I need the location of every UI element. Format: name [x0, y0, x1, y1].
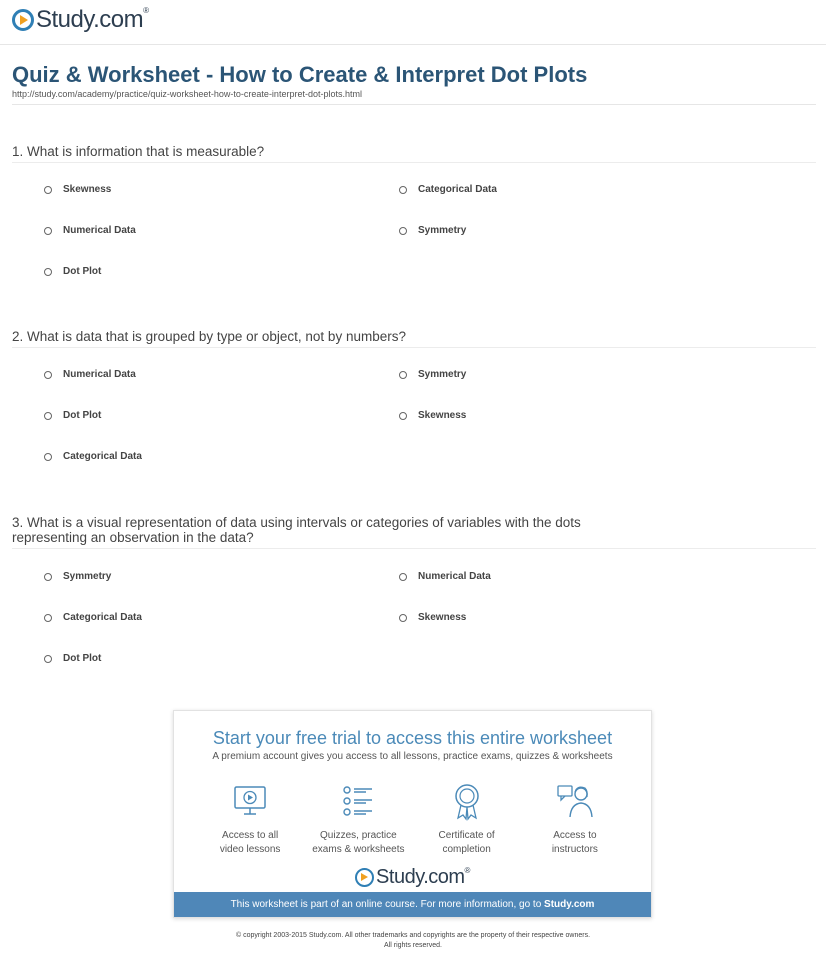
answer-option[interactable]: Numerical Data: [44, 369, 136, 380]
question-2: [12, 329, 816, 498]
answer-option[interactable]: Dot Plot: [44, 266, 101, 277]
play-logo-icon: [355, 868, 374, 887]
answer-options: [12, 163, 816, 313]
instructor-chat-icon: [555, 781, 595, 821]
copyright-text: © copyright 2003-2015 Study.com. All other trademarks and copyrights are the property of their respective owners.: [235, 932, 591, 939]
radio-button[interactable]: [44, 268, 52, 276]
question-1: [12, 144, 816, 313]
radio-button[interactable]: [44, 186, 52, 194]
title-divider: [12, 104, 816, 105]
feature-list: [174, 781, 651, 857]
question-text: 1. What is information that is measurable?: [12, 144, 816, 163]
rights-text: All rights reserved.: [384, 942, 442, 949]
promo-study-logo[interactable]: [174, 866, 651, 889]
radio-button[interactable]: [44, 573, 52, 581]
feature-label: Quizzes, practice exams & worksheets: [312, 830, 405, 855]
promo-subtitle: A premium account gives you access to all lessons, practice exams, quizzes & worksheets: [212, 751, 613, 762]
answer-option[interactable]: Categorical Data: [44, 612, 142, 623]
radio-button[interactable]: [399, 227, 407, 235]
radio-button[interactable]: [399, 186, 407, 194]
quiz-list-icon: [338, 781, 378, 821]
feature-quizzes: [308, 781, 408, 857]
question-3: [12, 515, 816, 699]
study-link[interactable]: Study.com: [544, 899, 595, 910]
answer-options: [12, 348, 816, 498]
answer-option[interactable]: Dot Plot: [44, 653, 101, 664]
feature-label: Access to instructors: [551, 830, 598, 855]
radio-button[interactable]: [44, 227, 52, 235]
play-logo-icon: [12, 9, 34, 31]
radio-button[interactable]: [399, 412, 407, 420]
certificate-ribbon-icon: [447, 781, 487, 821]
page-title: Quiz & Worksheet - How to Create & Interpret Dot Plots: [12, 62, 588, 87]
answer-option[interactable]: Dot Plot: [44, 410, 101, 421]
answer-option[interactable]: Symmetry: [399, 369, 466, 380]
question-text: 3. What is a visual representation of data using intervals or categories of variables with the dots representing an observation in the data?: [12, 515, 816, 549]
answer-option[interactable]: Categorical Data: [44, 451, 142, 462]
radio-button[interactable]: [44, 412, 52, 420]
answer-options: [12, 549, 816, 699]
radio-button[interactable]: [399, 371, 407, 379]
radio-button[interactable]: [44, 371, 52, 379]
answer-option[interactable]: Categorical Data: [399, 184, 497, 195]
brand-name: Study.com®: [376, 866, 470, 888]
feature-label: Access to all video lessons: [219, 830, 281, 855]
promo-title[interactable]: Start your free trial to access this entire worksheet: [212, 728, 613, 748]
answer-option[interactable]: Symmetry: [399, 225, 466, 236]
free-trial-promo: [173, 710, 652, 918]
answer-option[interactable]: Skewness: [399, 410, 466, 421]
brand-name: Study.com®: [36, 6, 149, 33]
feature-certificate: [417, 781, 517, 857]
question-text: 2. What is data that is grouped by type or object, not by numbers?: [12, 329, 816, 348]
radio-button[interactable]: [399, 573, 407, 581]
promo-info-bar: This worksheet is part of an online course. For more information, go to Study.com: [174, 892, 651, 917]
answer-option[interactable]: Skewness: [399, 612, 466, 623]
study-logo[interactable]: [12, 6, 149, 34]
answer-option[interactable]: Symmetry: [44, 571, 111, 582]
radio-button[interactable]: [44, 655, 52, 663]
video-lesson-icon: [230, 781, 270, 821]
answer-option[interactable]: Numerical Data: [399, 571, 491, 582]
radio-button[interactable]: [44, 614, 52, 622]
radio-button[interactable]: [399, 614, 407, 622]
feature-video-lessons: [200, 781, 300, 857]
header-divider: [0, 44, 826, 45]
copyright-footer: [0, 931, 826, 951]
answer-option[interactable]: Skewness: [44, 184, 111, 195]
feature-label: Certificate of completion: [438, 830, 495, 855]
page-url: http://study.com/academy/practice/quiz-worksheet-how-to-create-interpret-dot-plots.html: [12, 89, 362, 99]
feature-instructors: [525, 781, 625, 857]
radio-button[interactable]: [44, 453, 52, 461]
answer-option[interactable]: Numerical Data: [44, 225, 136, 236]
